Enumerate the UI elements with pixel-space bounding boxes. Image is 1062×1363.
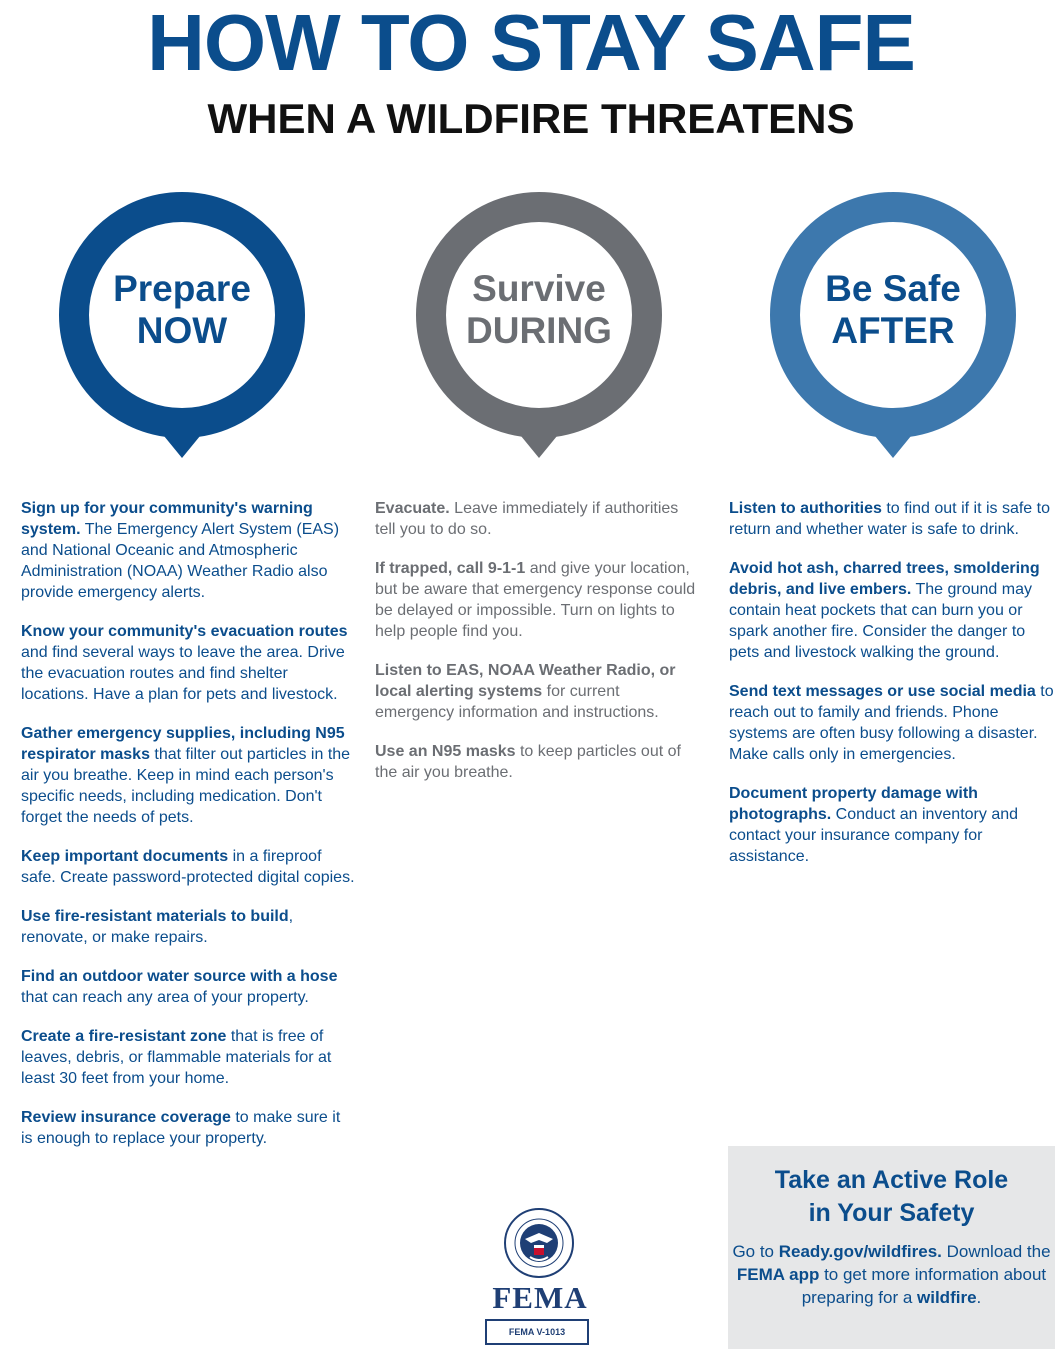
page-title: HOW TO STAY SAFE bbox=[147, 0, 915, 87]
prepare-item: Sign up for your community's warning system. The Emergency Alert System (EAS) and National Oceanic and Atmospheric Administration (NOAA) Weather Radio also provide emergency alerts. bbox=[21, 500, 340, 601]
prepare-item: Find an outdoor water source with a hose that can reach any area of your property. bbox=[21, 968, 338, 1006]
survive-during-circle bbox=[414, 190, 664, 440]
survive-line1: Survive bbox=[472, 268, 606, 309]
after-item: Listen to authorities to find out if it is safe to return and whether water is safe to drink. bbox=[729, 500, 1050, 538]
prepare-item: Know your community's evacuation routes and find several ways to leave the area. Drive the evacuation routes and find shelter locations. Have a plan for pets and livestock. bbox=[21, 623, 348, 703]
callout-title: Take an Active Role in Your Safety bbox=[774, 1166, 1009, 1227]
after-line2: AFTER bbox=[831, 310, 955, 351]
prepare-column bbox=[21, 498, 356, 1167]
dhs-seal-icon bbox=[503, 1207, 575, 1279]
publication-code: FEMA V-1013 bbox=[485, 1319, 589, 1345]
after-arrow-icon bbox=[875, 436, 911, 458]
after-line1: Be Safe bbox=[825, 268, 961, 309]
prepare-item: Keep important documents in a fireproof safe. Create password-protected digital copies. bbox=[21, 848, 355, 886]
page-subtitle: WHEN A WILDFIRE THREATENS bbox=[207, 95, 855, 142]
survive-item: Use an N95 masks to keep particles out of the air you breathe. bbox=[375, 743, 681, 781]
survive-item: If trapped, call 9-1-1 and give your location, but be aware that emergency response could be delayed or impossible. Turn on lights to help people find you. bbox=[375, 560, 696, 640]
survive-item: Listen to EAS, NOAA Weather Radio, or local alerting systems for current emergency information and instructions. bbox=[375, 662, 676, 721]
fema-logo-text: FEMA bbox=[492, 1280, 588, 1315]
active-role-callout bbox=[728, 1146, 1055, 1349]
be-safe-after-circle bbox=[768, 190, 1018, 440]
after-item: Document property damage with photographs. Conduct an inventory and contact your insurance company for assistance. bbox=[729, 785, 1019, 865]
prepare-arrow-icon bbox=[164, 436, 200, 458]
ready-gov-link[interactable]: Ready.gov/wildfires. bbox=[778, 1242, 942, 1261]
after-item: Send text messages or use social media to reach out to family and friends. Phone systems are often busy following a disaster. Make calls only in emergencies. bbox=[729, 683, 1054, 763]
after-item: Avoid hot ash, charred trees, smoldering debris, and live embers. The ground may contain heat pockets that can burn you or spark another fire. Consider the danger to pets and livestock walking the ground. bbox=[729, 560, 1040, 661]
prepare-line2: NOW bbox=[136, 310, 228, 351]
survive-line2: DURING bbox=[466, 310, 612, 351]
survive-column bbox=[375, 498, 700, 801]
callout-body: Go to Ready.gov/wildfires. Download the FEMA app to get more information about preparing for a wildfire. bbox=[732, 1242, 1051, 1307]
after-column bbox=[729, 498, 1057, 885]
prepare-item: Review insurance coverage to make sure it is enough to replace your property. bbox=[21, 1109, 341, 1147]
prepare-item: Use fire-resistant materials to build, renovate, or make repairs. bbox=[21, 908, 294, 946]
prepare-now-circle bbox=[57, 190, 307, 440]
prepare-item: Gather emergency supplies, including N95 respirator masks that filter out particles in the air you breathe. Keep in mind each person's specific needs, including medication. Don't forget the needs of pets. bbox=[21, 725, 351, 826]
prepare-line1: Prepare bbox=[113, 268, 251, 309]
survive-arrow-icon bbox=[521, 436, 557, 458]
prepare-item: Create a fire-resistant zone that is free of leaves, debris, or flammable materials for at least 30 feet from your home. bbox=[21, 1028, 332, 1087]
survive-item: Evacuate. Leave immediately if authorities tell you to do so. bbox=[375, 500, 679, 538]
